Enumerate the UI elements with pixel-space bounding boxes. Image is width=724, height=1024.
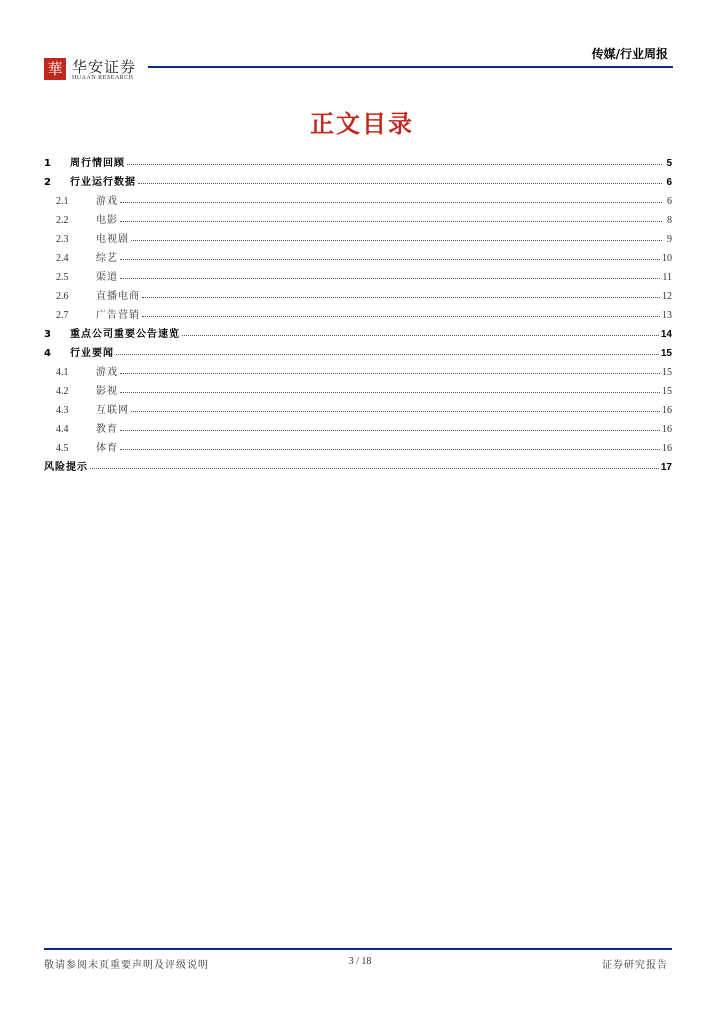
toc-entry-number: 1 [44, 158, 51, 169]
toc-entry-number: 2.4 [56, 253, 69, 264]
toc-dot-leader [120, 258, 660, 260]
brand-logo-glyph: 華 [47, 60, 63, 78]
brand-name-en: HUAAN RESEARCH [72, 75, 134, 81]
toc-entry[interactable] [44, 150, 672, 169]
toc-entry[interactable] [44, 264, 672, 283]
toc-entry-label: 综艺 [96, 253, 118, 264]
toc-entry-number: 2.7 [56, 310, 69, 321]
toc-entry[interactable] [44, 378, 672, 397]
toc-entry-label: 风险提示 [44, 462, 88, 473]
toc-entry[interactable] [44, 283, 672, 302]
toc-entry-page: 16 [662, 424, 672, 435]
toc-entry-page: 14 [660, 329, 672, 340]
toc-dot-leader [138, 182, 662, 184]
brand-name-cn: 华安证券 [72, 58, 137, 76]
toc-entry[interactable] [44, 435, 672, 454]
toc-entry-label: 渠道 [96, 272, 118, 283]
toc-entry[interactable] [44, 207, 672, 226]
toc-dot-leader [120, 220, 662, 222]
toc-entry-page: 17 [660, 462, 672, 473]
toc-dot-leader [182, 334, 659, 336]
toc-dot-leader [120, 277, 660, 279]
footer-divider [44, 948, 672, 950]
toc-entry[interactable] [44, 454, 672, 473]
toc-entry-number: 2 [44, 177, 51, 188]
toc-entry-page: 10 [662, 253, 672, 264]
toc-dot-leader [131, 410, 660, 412]
toc-entry-label: 影视 [96, 386, 118, 397]
toc-entry-label: 游戏 [96, 367, 118, 378]
footer-report-label: 证券研究报告 [602, 960, 668, 971]
toc-entry-number: 4.1 [56, 367, 69, 378]
toc-entry[interactable] [44, 416, 672, 435]
toc-entry-label: 行业运行数据 [70, 177, 136, 188]
toc-entry-page: 13 [662, 310, 672, 321]
toc-entry-page: 8 [667, 215, 672, 226]
toc-dot-leader [142, 296, 660, 298]
toc-entry[interactable] [44, 169, 672, 188]
toc-entry[interactable] [44, 226, 672, 245]
report-type: 传媒/行业周报 [591, 47, 668, 61]
toc-entry-label: 电视剧 [96, 234, 129, 245]
toc-entry-page: 6 [667, 196, 672, 207]
table-of-contents [44, 150, 672, 473]
toc-entry-page: 5 [666, 158, 672, 169]
toc-entry-label: 广告营销 [96, 310, 140, 321]
toc-dot-leader [120, 201, 662, 203]
toc-entry-label: 游戏 [96, 196, 118, 207]
toc-entry[interactable] [44, 321, 672, 340]
toc-entry-label: 体育 [96, 443, 118, 454]
toc-entry-label: 周行情回顾 [70, 158, 125, 169]
toc-entry-number: 4 [44, 348, 51, 359]
toc-entry-label: 教育 [96, 424, 118, 435]
toc-entry-number: 4.4 [56, 424, 69, 435]
toc-dot-leader [120, 391, 660, 393]
toc-entry-number: 2.3 [56, 234, 69, 245]
toc-entry-number: 4.2 [56, 386, 69, 397]
toc-entry-label: 直播电商 [96, 291, 140, 302]
toc-entry-page: 6 [666, 177, 672, 188]
toc-dot-leader [90, 467, 659, 469]
toc-entry[interactable] [44, 188, 672, 207]
page-header [0, 0, 724, 90]
toc-entry[interactable] [44, 245, 672, 264]
toc-entry-page: 12 [662, 291, 672, 302]
toc-entry-label: 互联网 [96, 405, 129, 416]
toc-entry-page: 16 [662, 405, 672, 416]
toc-dot-leader [116, 353, 659, 355]
toc-entry-label: 行业要闻 [70, 348, 114, 359]
toc-entry-label: 电影 [96, 215, 118, 226]
toc-entry-number: 4.3 [56, 405, 69, 416]
toc-dot-leader [120, 429, 660, 431]
toc-entry-page: 11 [662, 272, 672, 283]
header-divider [148, 66, 673, 68]
toc-entry[interactable] [44, 302, 672, 321]
brand-logo-icon [44, 58, 66, 80]
toc-dot-leader [120, 372, 660, 374]
footer-disclaimer: 敬请参阅末页重要声明及评级说明 [44, 960, 209, 971]
toc-dot-leader [120, 448, 660, 450]
toc-entry[interactable] [44, 397, 672, 416]
toc-title: 正文目录 [310, 110, 414, 138]
toc-entry-page: 9 [667, 234, 672, 245]
toc-entry-number: 4.5 [56, 443, 69, 454]
toc-entry-number: 2.2 [56, 215, 69, 226]
toc-entry-number: 2.5 [56, 272, 69, 283]
toc-entry-page: 15 [662, 367, 672, 378]
toc-dot-leader [127, 163, 662, 165]
toc-entry-page: 15 [660, 348, 672, 359]
page-indicator: 3 / 18 [348, 956, 372, 967]
toc-entry-page: 16 [662, 443, 672, 454]
toc-entry-page: 15 [662, 386, 672, 397]
toc-entry-number: 2.6 [56, 291, 69, 302]
toc-entry-label: 重点公司重要公告速览 [70, 329, 180, 340]
toc-entry[interactable] [44, 340, 672, 359]
toc-dot-leader [142, 315, 660, 317]
toc-dot-leader [131, 239, 662, 241]
toc-entry[interactable] [44, 359, 672, 378]
toc-entry-number: 3 [44, 329, 51, 340]
toc-entry-number: 2.1 [56, 196, 69, 207]
